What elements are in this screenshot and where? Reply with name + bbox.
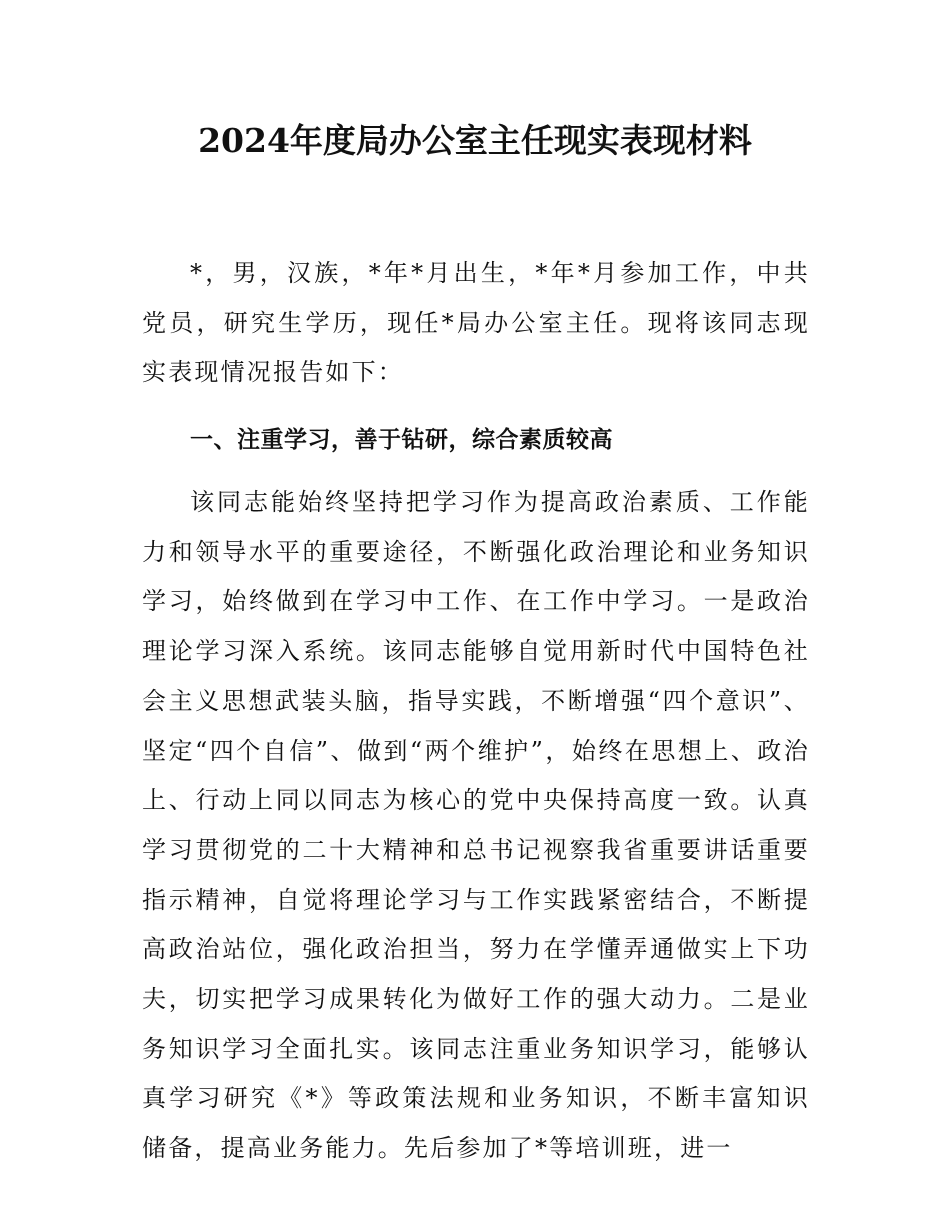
section-1-paragraph: 该同志能始终坚持把学习作为提高政治素质、工作能力和领导水平的重要途径，不断强化政治理论和业务知识学习，始终做到在学习中工作、在工作中学习。一是政治理论学习深入系统。该同志能够自觉用新时代中国特色社会主义思想武装头脑，指导实践，不断增强“四个意识”、坚定“四个自信”、做到“两个维护”，始终在思想上、政治上、行动上同以同志为核心的党中央保持高度一致。认真学习贯彻党的二十大精神和总书记视察我省重要讲话重要指示精神，自觉将理论学习与工作实践紧密结合，不断提高政治站位，强化政治担当，努力在学懂弄通做实上下功夫，切实把学习成果转化为做好工作的强大动力。二是业务知识学习全面扎实。该同志注重业务知识学习，能够认真学习研究《*》等政策法规和业务知识，不断丰富知识储备，提高业务能力。先后参加了*等培训班，进一 <box>142 488 810 1163</box>
intro-paragraph: *，男，汉族，*年*月出生，*年*月参加工作，中共党员，研究生学历，现任*局办公室主任。现将该同志现实表现情况报告如下： <box>142 259 810 387</box>
section-1-heading: 一、注重学习，善于钻研，综合素质较高 <box>190 427 613 453</box>
document-title: 2024年度局办公室主任现实表现材料 <box>198 121 752 160</box>
